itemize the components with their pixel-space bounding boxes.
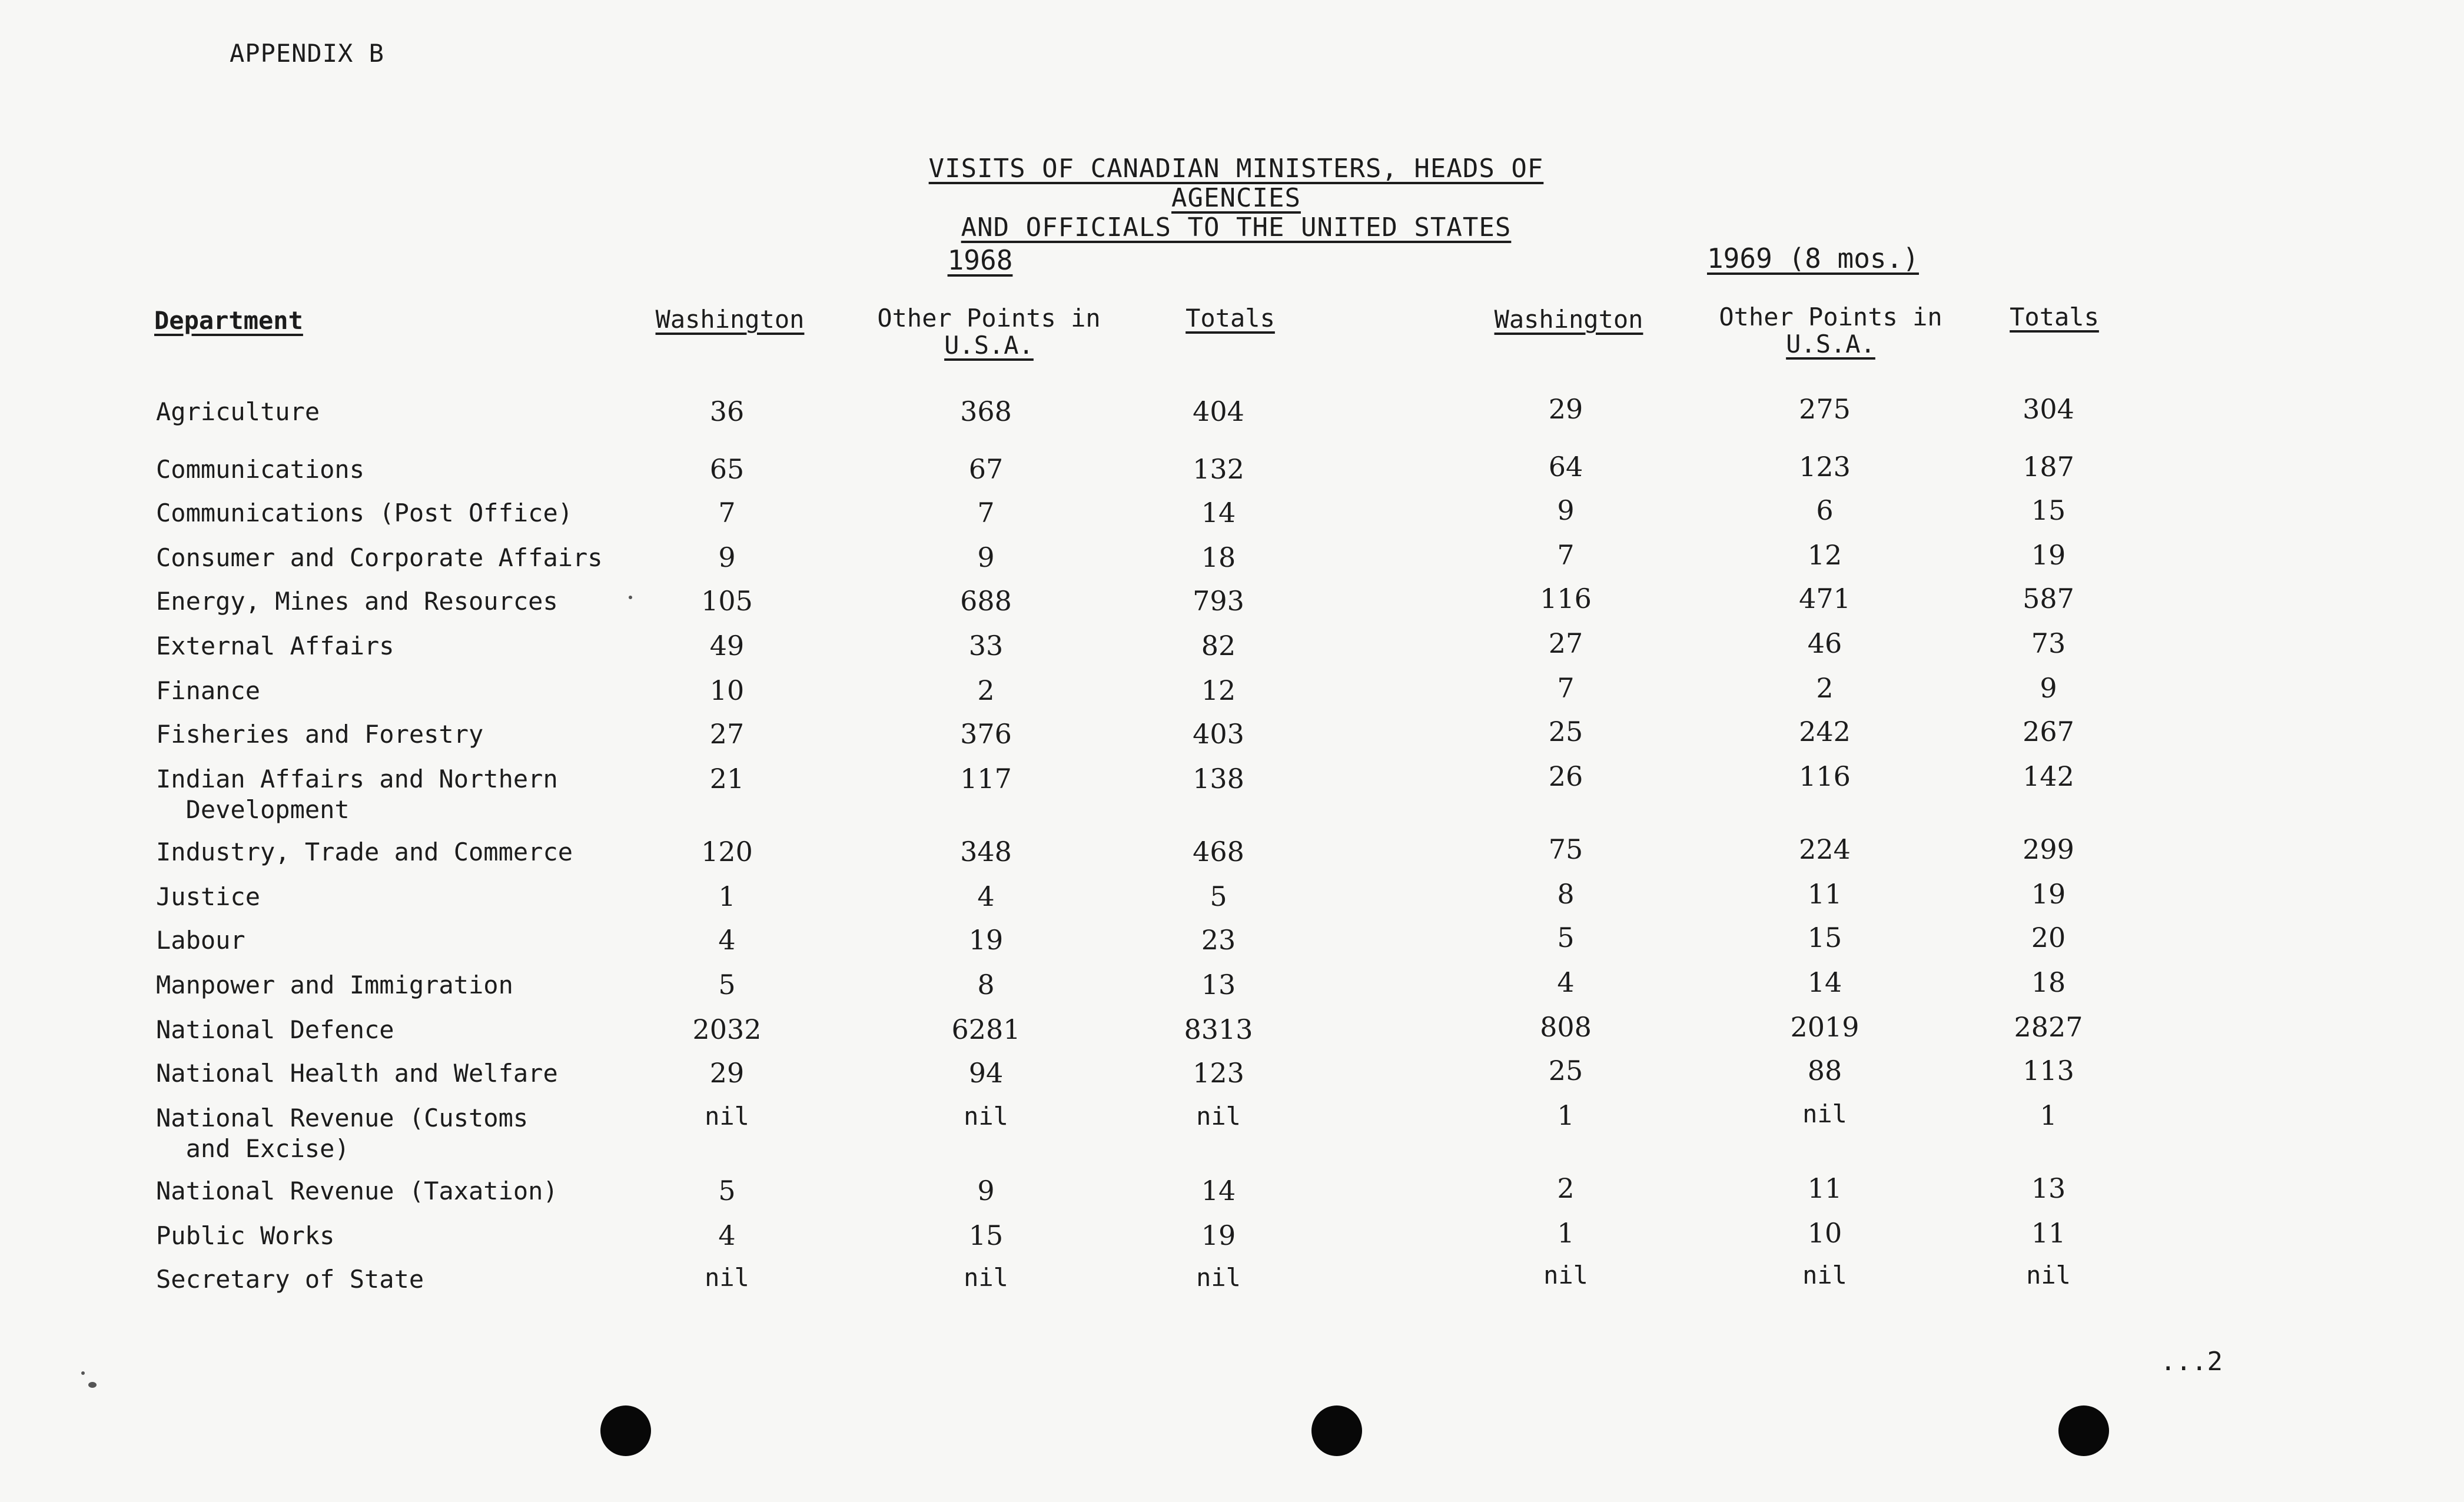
cell-t-68: 19 (1201, 1219, 1236, 1251)
cell-w-69: 64 (1548, 451, 1583, 483)
speck (629, 596, 632, 599)
cell-o-69: 10 (1807, 1217, 1842, 1249)
cell-o-69: 2 (1816, 672, 1834, 704)
cell-t-69: 587 (2023, 583, 2074, 614)
cell-t-69: 142 (2023, 760, 2074, 792)
cell-o-68: nil (964, 1263, 1008, 1292)
cell-o-69: 12 (1807, 539, 1842, 571)
cell-o-69: 11 (1807, 1172, 1842, 1204)
cell-w-68: 5 (718, 1175, 736, 1207)
cell-t-68: 123 (1193, 1057, 1244, 1089)
cell-t-69: 11 (2031, 1217, 2066, 1249)
cell-t-68: nil (1196, 1102, 1241, 1131)
cell-w-68: 29 (709, 1057, 745, 1089)
cell-o-68: 15 (968, 1219, 1004, 1251)
cell-o-68: 9 (977, 541, 995, 573)
department-name: Public Works (156, 1221, 335, 1250)
cell-t-68: 403 (1193, 718, 1244, 750)
department-name: Industry, Trade and Commerce (156, 838, 573, 866)
department-name: National Revenue (Taxation) (156, 1177, 558, 1205)
department-name: Energy, Mines and Resources (156, 587, 558, 616)
other-points-1969-header (1695, 304, 1966, 358)
cell-w-68: 27 (709, 718, 745, 750)
cell-o-68: 688 (960, 585, 1012, 617)
other-points-1968-line1: Other Points in (877, 304, 1101, 333)
cell-w-69: 5 (1557, 922, 1575, 953)
cell-o-68: 2 (977, 674, 995, 706)
other-points-1969-line2: U.S.A. (1786, 330, 1875, 358)
cell-w-69: 1 (1557, 1217, 1575, 1249)
punch-hole-center (1311, 1405, 1362, 1456)
cell-t-68: 13 (1201, 969, 1236, 1001)
department-name: Agriculture (156, 397, 320, 426)
cell-w-69: 116 (1540, 583, 1592, 614)
washington-1969-label: Washington (1494, 305, 1643, 334)
cell-t-69: 187 (2023, 451, 2074, 483)
cell-o-68: 19 (968, 924, 1004, 956)
cell-t-69: 304 (2023, 393, 2074, 425)
cell-t-69: 1 (2040, 1099, 2057, 1131)
year-1968-heading: 1968 (947, 244, 1013, 276)
cell-o-68: 6281 (951, 1013, 1021, 1045)
cell-w-69: 7 (1557, 672, 1575, 704)
cell-o-68: 4 (977, 880, 995, 912)
cell-t-69: 113 (2023, 1055, 2074, 1086)
cell-o-68: nil (964, 1102, 1008, 1131)
cell-t-69: 19 (2031, 539, 2066, 571)
totals-1969-label: Totals (2010, 303, 2099, 331)
cell-t-68: 23 (1201, 924, 1236, 956)
department-name: Consumer and Corporate Affairs (156, 543, 603, 572)
title-line-1: VISITS OF CANADIAN MINISTERS, HEADS OF AGENCIES (928, 154, 1544, 213)
cell-o-68: 67 (968, 453, 1004, 485)
cell-w-69: 27 (1548, 627, 1583, 659)
cell-t-69: 2827 (2014, 1011, 2083, 1043)
cell-o-69: 242 (1799, 716, 1851, 747)
cell-w-69: 25 (1548, 716, 1583, 747)
cell-t-68: 793 (1193, 585, 1244, 617)
department-name: External Affairs (156, 632, 394, 660)
cell-t-69: 20 (2031, 922, 2066, 953)
cell-t-68: 14 (1201, 497, 1236, 529)
cell-w-69: 4 (1557, 966, 1575, 998)
cell-w-69: nil (1543, 1261, 1588, 1290)
cell-o-68: 348 (960, 836, 1012, 868)
appendix-label: APPENDIX B (230, 39, 384, 68)
cell-t-69: 18 (2031, 966, 2066, 998)
department-name: National Revenue (Customs and Excise) (156, 1104, 529, 1163)
cell-t-68: 404 (1193, 396, 1244, 427)
cell-w-69: 29 (1548, 393, 1583, 425)
cell-t-68: 18 (1201, 541, 1236, 573)
cell-o-68: 7 (977, 497, 995, 529)
cell-w-69: 9 (1557, 494, 1575, 526)
punch-hole-right (2058, 1405, 2109, 1456)
department-name: National Defence (156, 1015, 394, 1044)
cell-w-68: 21 (709, 763, 745, 795)
cell-o-69: 6 (1816, 494, 1834, 526)
cell-w-68: 10 (709, 674, 745, 706)
cell-t-68: 82 (1201, 630, 1236, 662)
cell-t-68: 138 (1193, 763, 1244, 795)
cell-o-69: 123 (1799, 451, 1851, 483)
punch-hole-left (600, 1405, 651, 1456)
cell-t-69: 299 (2023, 833, 2074, 865)
cell-w-68: 49 (709, 630, 745, 662)
washington-1968-label: Washington (655, 305, 805, 334)
cell-o-69: 224 (1799, 833, 1851, 865)
other-points-1968-header (854, 305, 1124, 359)
washington-1969-header (1463, 306, 1675, 333)
cell-o-68: 33 (968, 630, 1004, 662)
cell-o-69: 88 (1807, 1055, 1842, 1086)
cell-t-69: 267 (2023, 716, 2074, 747)
cell-t-68: 5 (1210, 880, 1227, 912)
department-name: Manpower and Immigration (156, 971, 513, 999)
cell-w-69: 25 (1548, 1055, 1583, 1086)
cell-o-69: 2019 (1790, 1011, 1859, 1043)
title-line-2: AND OFFICIALS TO THE UNITED STATES (961, 212, 1512, 242)
cell-t-69: 9 (2040, 672, 2057, 704)
department-name: Secretary of State (156, 1265, 424, 1294)
cell-t-69: 15 (2031, 494, 2066, 526)
cell-t-69: 13 (2031, 1172, 2066, 1204)
cell-w-68: 1 (718, 880, 736, 912)
year-1969-heading: 1969 (8 mos.) (1706, 242, 1920, 274)
department-column-header: Department (154, 306, 303, 335)
cell-t-69: 19 (2031, 878, 2066, 910)
other-points-1969-line1: Other Points in (1719, 303, 1942, 331)
cell-o-68: 368 (960, 396, 1012, 427)
department-name: Fisheries and Forestry (156, 720, 484, 749)
totals-1968-header (1154, 305, 1307, 332)
department-name: Justice (156, 882, 261, 911)
cell-o-69: nil (1802, 1099, 1847, 1128)
cell-w-69: 75 (1548, 833, 1583, 865)
department-name: Communications (Post Office) (156, 499, 573, 527)
page-continuation-marker: ...2 (2160, 1347, 2223, 1377)
cell-o-68: 8 (977, 969, 995, 1001)
totals-1969-header (1978, 304, 2131, 331)
cell-o-69: 46 (1807, 627, 1842, 659)
cell-w-68: 36 (709, 396, 745, 427)
cell-o-68: 376 (960, 718, 1012, 750)
cell-w-68: 7 (718, 497, 736, 529)
totals-1968-label: Totals (1185, 304, 1275, 333)
department-name: National Health and Welfare (156, 1059, 558, 1088)
cell-w-69: 8 (1557, 878, 1575, 910)
cell-o-69: 471 (1799, 583, 1851, 614)
cell-t-69: 73 (2031, 627, 2066, 659)
cell-w-69: 808 (1540, 1011, 1592, 1043)
washington-1968-header (624, 306, 836, 333)
cell-w-68: 4 (718, 1219, 736, 1251)
cell-w-68: 9 (718, 541, 736, 573)
cell-o-68: 117 (960, 763, 1012, 795)
document-title (883, 154, 1589, 242)
cell-w-69: 26 (1548, 760, 1583, 792)
department-name: Labour (156, 926, 245, 955)
cell-w-68: 65 (709, 453, 745, 485)
cell-w-69: 1 (1557, 1099, 1575, 1131)
cell-o-69: nil (1802, 1261, 1847, 1290)
cell-t-68: 8313 (1184, 1013, 1253, 1045)
cell-t-68: nil (1196, 1263, 1241, 1292)
speck (88, 1382, 97, 1388)
cell-t-69: nil (2026, 1261, 2071, 1290)
cell-t-68: 132 (1193, 453, 1244, 485)
cell-w-68: nil (705, 1102, 749, 1131)
other-points-1968-line2: U.S.A. (944, 331, 1034, 360)
cell-o-69: 15 (1807, 922, 1842, 953)
cell-w-68: 120 (701, 836, 753, 868)
cell-t-68: 468 (1193, 836, 1244, 868)
cell-w-68: nil (705, 1263, 749, 1292)
cell-t-68: 14 (1201, 1175, 1236, 1207)
cell-t-68: 12 (1201, 674, 1236, 706)
cell-o-68: 9 (977, 1175, 995, 1207)
cell-w-68: 4 (718, 924, 736, 956)
cell-o-69: 11 (1807, 878, 1842, 910)
department-name: Communications (156, 455, 365, 484)
department-name: Finance (156, 676, 261, 705)
cell-o-69: 275 (1799, 393, 1851, 425)
cell-o-68: 94 (968, 1057, 1004, 1089)
department-name: Indian Affairs and Northern Development (156, 765, 558, 824)
cell-o-69: 116 (1799, 760, 1851, 792)
cell-w-68: 2032 (692, 1013, 762, 1045)
speck (81, 1371, 85, 1375)
cell-w-68: 105 (701, 585, 753, 617)
cell-w-68: 5 (718, 969, 736, 1001)
cell-o-69: 14 (1807, 966, 1842, 998)
cell-w-69: 7 (1557, 539, 1575, 571)
cell-w-69: 2 (1557, 1172, 1575, 1204)
